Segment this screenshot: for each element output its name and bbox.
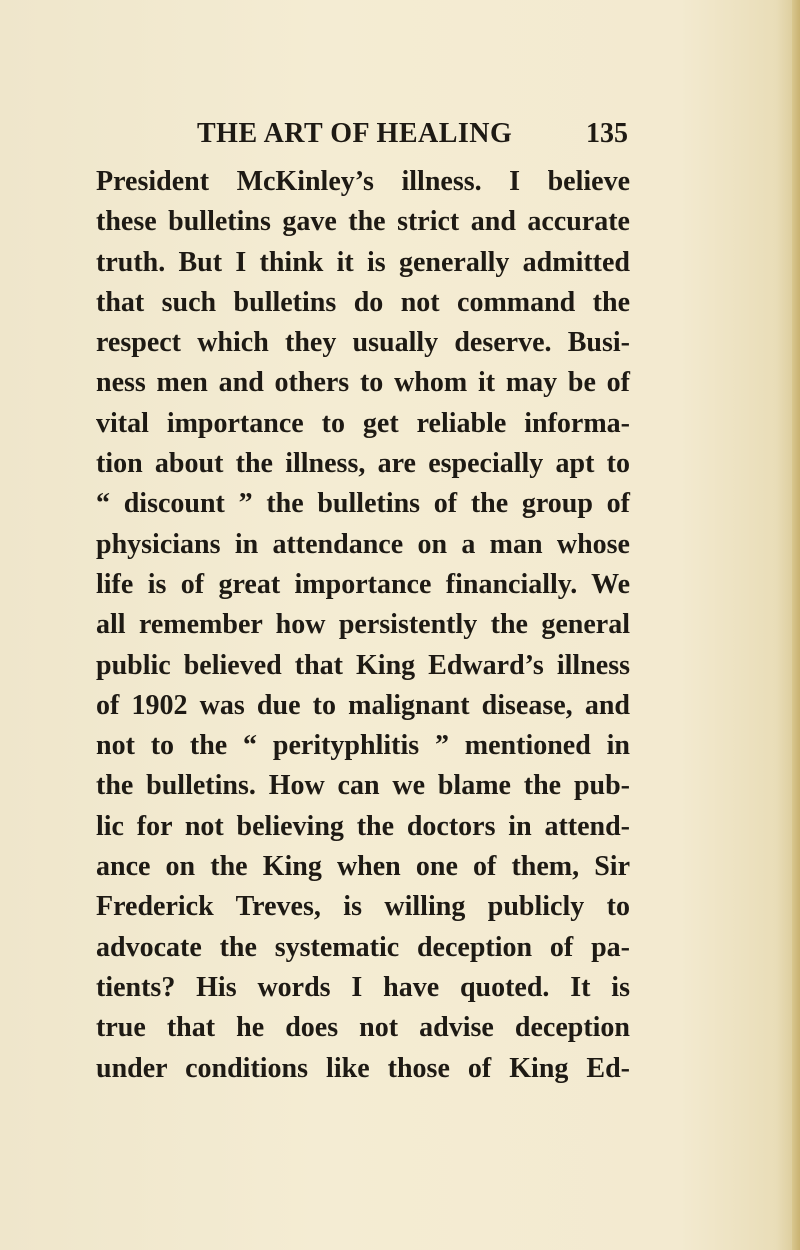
text-line: President McKinley’s illness. I believe bbox=[96, 166, 630, 197]
text-line: true that he does not advise deception bbox=[96, 1012, 630, 1044]
text-line: public believed that King Edward’s illness bbox=[96, 649, 630, 681]
text-line: truth. But I think it is generally admitted bbox=[96, 246, 630, 278]
text-line: Frederick Treves, is willing publicly to bbox=[96, 891, 630, 923]
text-line: physicians in attendance on a man whose bbox=[96, 528, 630, 560]
text-line: the bulletins. How can we blame the pub- bbox=[96, 770, 630, 802]
text-line: not to the “ perityphlitis ” mentioned in bbox=[96, 730, 630, 762]
body-text bbox=[96, 162, 630, 1089]
text-line: vital importance to get reliable informa- bbox=[96, 407, 630, 439]
running-title: THE ART OF HEALING bbox=[197, 118, 513, 149]
text-line: tients? His words I have quoted. It is bbox=[96, 971, 630, 1003]
page-header bbox=[197, 118, 628, 154]
text-line: under conditions like those of King Ed- bbox=[96, 1052, 630, 1084]
page-number: 135 bbox=[586, 118, 628, 149]
text-line: all remember how persistently the general bbox=[96, 609, 630, 641]
text-line: ness men and others to whom it may be of bbox=[96, 367, 630, 399]
text-line: that such bulletins do not command the bbox=[96, 286, 630, 318]
text-line: tion about the illness, are especially apt to bbox=[96, 448, 630, 480]
text-line: of 1902 was due to malignant disease, and bbox=[96, 689, 630, 721]
text-line: advocate the systematic deception of pa- bbox=[96, 931, 630, 963]
text-line: life is of great importance financially. We bbox=[96, 568, 630, 600]
text-line: “ discount ” the bulletins of the group of bbox=[96, 488, 630, 520]
text-line: lic for not believing the doctors in attend- bbox=[96, 810, 630, 842]
text-line: respect which they usually deserve. Busi- bbox=[96, 327, 630, 359]
text-line: these bulletins gave the strict and accurate bbox=[96, 206, 630, 238]
text-line: ance on the King when one of them, Sir bbox=[96, 851, 630, 883]
page-edge bbox=[792, 0, 800, 1250]
